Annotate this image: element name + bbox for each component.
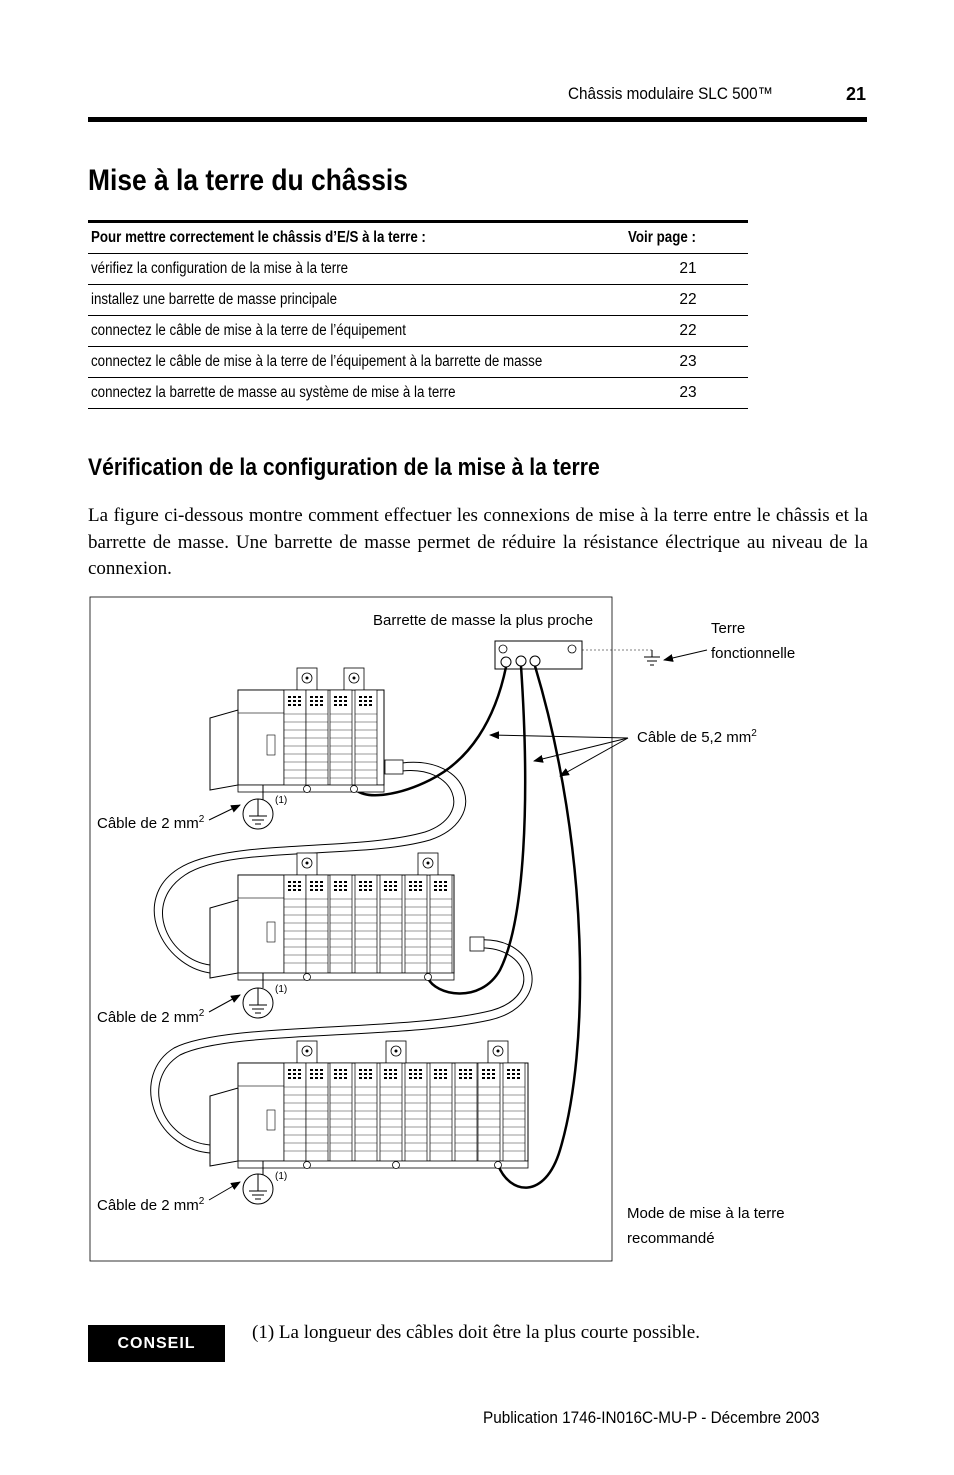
ground-icon <box>243 1174 273 1204</box>
ground-bus-label: Barrette de masse la plus proche <box>373 612 594 629</box>
task-cell: vérifiez la configuration de la mise à la terre <box>91 260 349 277</box>
functional-earth-icon <box>582 650 660 665</box>
figure-frame <box>90 597 612 1261</box>
tip-badge: CONSEIL <box>88 1325 225 1362</box>
large-cable-label: Câble de 5,2 $mm^2$ <box>637 728 757 746</box>
page-title: Mise à la terre du châssis <box>88 164 408 197</box>
ground-icon <box>243 988 273 1018</box>
functional-earth-label-line2: fonctionnelle <box>711 645 796 662</box>
functional-earth-label-line1: Terre <box>711 620 746 637</box>
functional-earth-arrow <box>664 650 707 660</box>
small-cable-label: Câble de 2 $mm^2$ <box>97 1196 205 1214</box>
section-heading: Vérification de la configuration de la mise à la terre <box>88 454 600 481</box>
table-header-page: Voir page : <box>628 229 696 246</box>
chassis-middle <box>210 853 484 988</box>
task-cell: connectez la barrette de masse au système de mise à la terre <box>91 384 456 401</box>
table-header-task: Pour mettre correctement le châssis d’E/S à la terre : <box>91 229 426 246</box>
chassis-bottom <box>210 1041 528 1175</box>
small-cable-arrow <box>209 805 240 820</box>
table-row <box>88 254 748 285</box>
large-cable-arrows <box>490 735 628 776</box>
page-cell: 21 <box>679 260 697 277</box>
ground-cables <box>356 666 580 1188</box>
running-header: Châssis modulaire SLC 500™ <box>568 84 773 103</box>
small-cable-label: Câble de 2 $mm^2$ <box>97 1008 205 1026</box>
figure-caption-line2: recommandé <box>627 1230 715 1247</box>
table-header-row <box>88 222 748 254</box>
task-cell: installez une barrette de masse principale <box>91 291 338 308</box>
header-rule <box>88 117 867 122</box>
table-row <box>88 285 748 316</box>
publication-footer: Publication 1746-IN016C-MU-P - Décembre 2003 <box>483 1408 820 1427</box>
table-row <box>88 378 748 409</box>
task-cell: connectez le câble de mise à la terre de l’équipement à la barrette de masse <box>91 353 543 370</box>
note-marker: (1) <box>275 984 288 995</box>
note-marker: (1) <box>275 1171 288 1182</box>
small-cable-arrow <box>209 1182 240 1200</box>
page-cell: 22 <box>679 322 697 339</box>
task-cell: connectez le câble de mise à la terre de l’équipement <box>91 322 406 339</box>
intro-paragraph: La figure ci-dessous montre comment effectuer les connexions de mise à la terre entre le châssis et la barrette de masse. Une barrette de masse permet de réduire la résistance électrique au niveau de la connexion. <box>88 505 868 579</box>
small-cable-label: Câble de 2 $mm^2$ <box>97 814 205 832</box>
ground-icon <box>243 799 273 829</box>
figure-caption-line1: Mode de mise à la terre <box>627 1205 785 1222</box>
page-cell: 23 <box>679 384 697 401</box>
page-cell: 23 <box>679 353 697 370</box>
page-cell: 22 <box>679 291 697 308</box>
note-marker: (1) <box>275 795 288 806</box>
page-number: 21 <box>846 84 867 104</box>
table-row <box>88 316 748 347</box>
chassis-interconnect-cables <box>151 762 532 1153</box>
chassis-top <box>210 668 403 800</box>
task-table <box>88 220 748 409</box>
tip-text: (1) La longueur des câbles doit être la plus courte possible. <box>252 1322 700 1343</box>
small-cable-arrow <box>209 995 240 1012</box>
table-row <box>88 347 748 378</box>
ground-bus-bar <box>495 641 582 669</box>
